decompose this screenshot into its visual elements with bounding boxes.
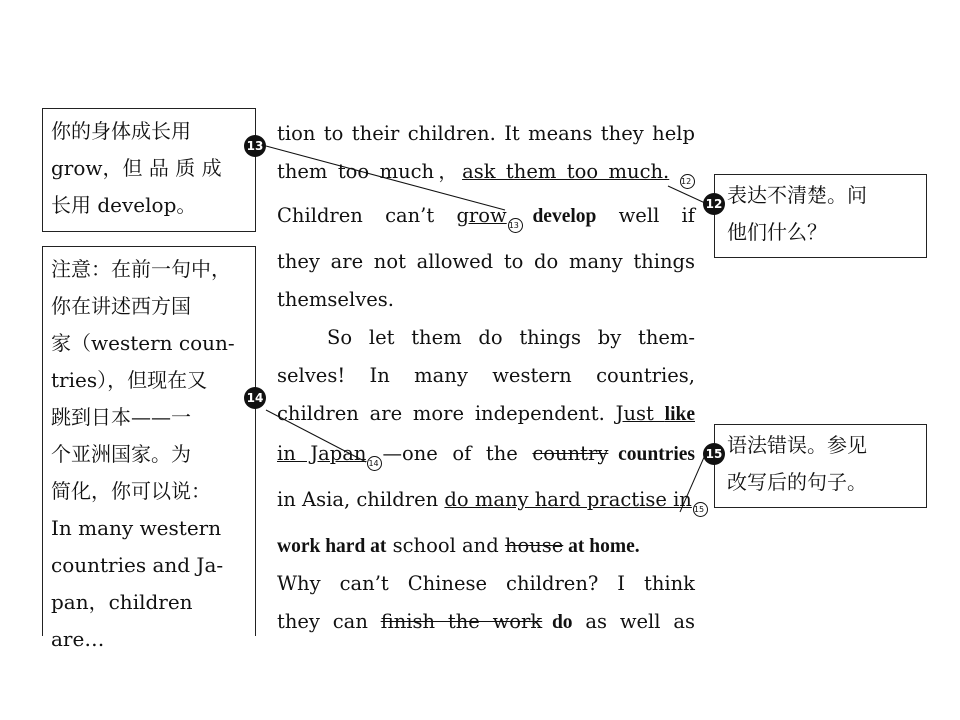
error-mark-15-icon: 15 [693,502,708,517]
essay-line [277,196,695,236]
deleted-text: house [504,534,564,557]
essay-text: in Asia, children [277,488,445,511]
deleted-text: ask them too much. [462,160,670,183]
essay-line: tion to their children. It means they help [277,122,695,145]
comment-line: 语法错误。参见 [727,433,867,457]
corrected-text: at home. [563,536,640,557]
essay-line [277,602,695,642]
essay-line [277,526,695,566]
corrected-text: do [551,612,573,633]
essay-text: they can [277,610,381,633]
comment-line: pan，children are… [51,590,193,651]
essay-line: themselves. [277,288,394,311]
error-mark-12-icon: 12 [680,174,695,189]
comment-line: 个亚洲国家。为 [51,442,191,466]
essay-text: as well as [572,610,695,633]
essay-text: —one of the [382,442,533,465]
comment-line: 改写后的句子。 [727,470,867,494]
error-mark-13-icon: 13 [508,218,523,233]
deleted-text: grow [456,204,507,227]
comment-line: 长用 develop。 [51,193,197,217]
essay-line: So let them do things by them- [327,326,695,349]
underlined-text: Just [615,402,665,425]
comment-line: 你的身体成长用 [51,119,191,143]
comment-line: 注意：在前一句中， [51,257,231,281]
essay-line [277,152,695,192]
error-mark-14-icon: 14 [367,456,382,471]
marker-14-icon: 14 [244,387,266,409]
marker-15-icon: 15 [703,443,725,465]
corrected-text: countries [618,444,695,465]
marker-12-icon: 12 [703,193,725,215]
essay-line [277,480,705,520]
essay-line [277,394,695,434]
essay-text: them too much， [277,160,463,183]
essay-text: school and [386,534,505,557]
essay-text: well if [596,204,695,227]
deleted-text: do many hard practise in [444,488,692,511]
essay-line [277,434,695,474]
deleted-text: country [532,442,609,465]
comment-line: countries and Ja- [51,553,224,577]
corrected-text: develop [532,206,597,227]
comment-line: In many western [51,516,222,540]
comment-line: 他们什么？ [727,220,827,244]
comment-line: 你在讲述西方国 [51,294,191,318]
comment-line: 表达不清楚。问 [727,183,867,207]
deleted-text: finish the work [380,610,543,633]
corrected-text: work hard at [277,536,387,557]
comment-line: 简化，你可以说： [51,479,211,503]
comment-line: 家（western coun- [51,331,235,355]
marker-13-icon: 13 [244,135,266,157]
comment-line: grow，但 品 质 成 [51,156,222,180]
comment-line: 跳到日本——一 [51,405,191,429]
comment-line: tries），但现在又 [51,368,208,392]
essay-line: selves! In many western countries, [277,364,695,387]
underlined-text: in Japan [277,442,367,465]
essay-text: children are more independent. [277,402,616,425]
essay-line: Why can’t Chinese children? I think [277,572,695,595]
essay-text: Children can’t [277,204,457,227]
essay-line: they are not allowed to do many things [277,250,695,273]
corrected-text: like [664,404,695,425]
